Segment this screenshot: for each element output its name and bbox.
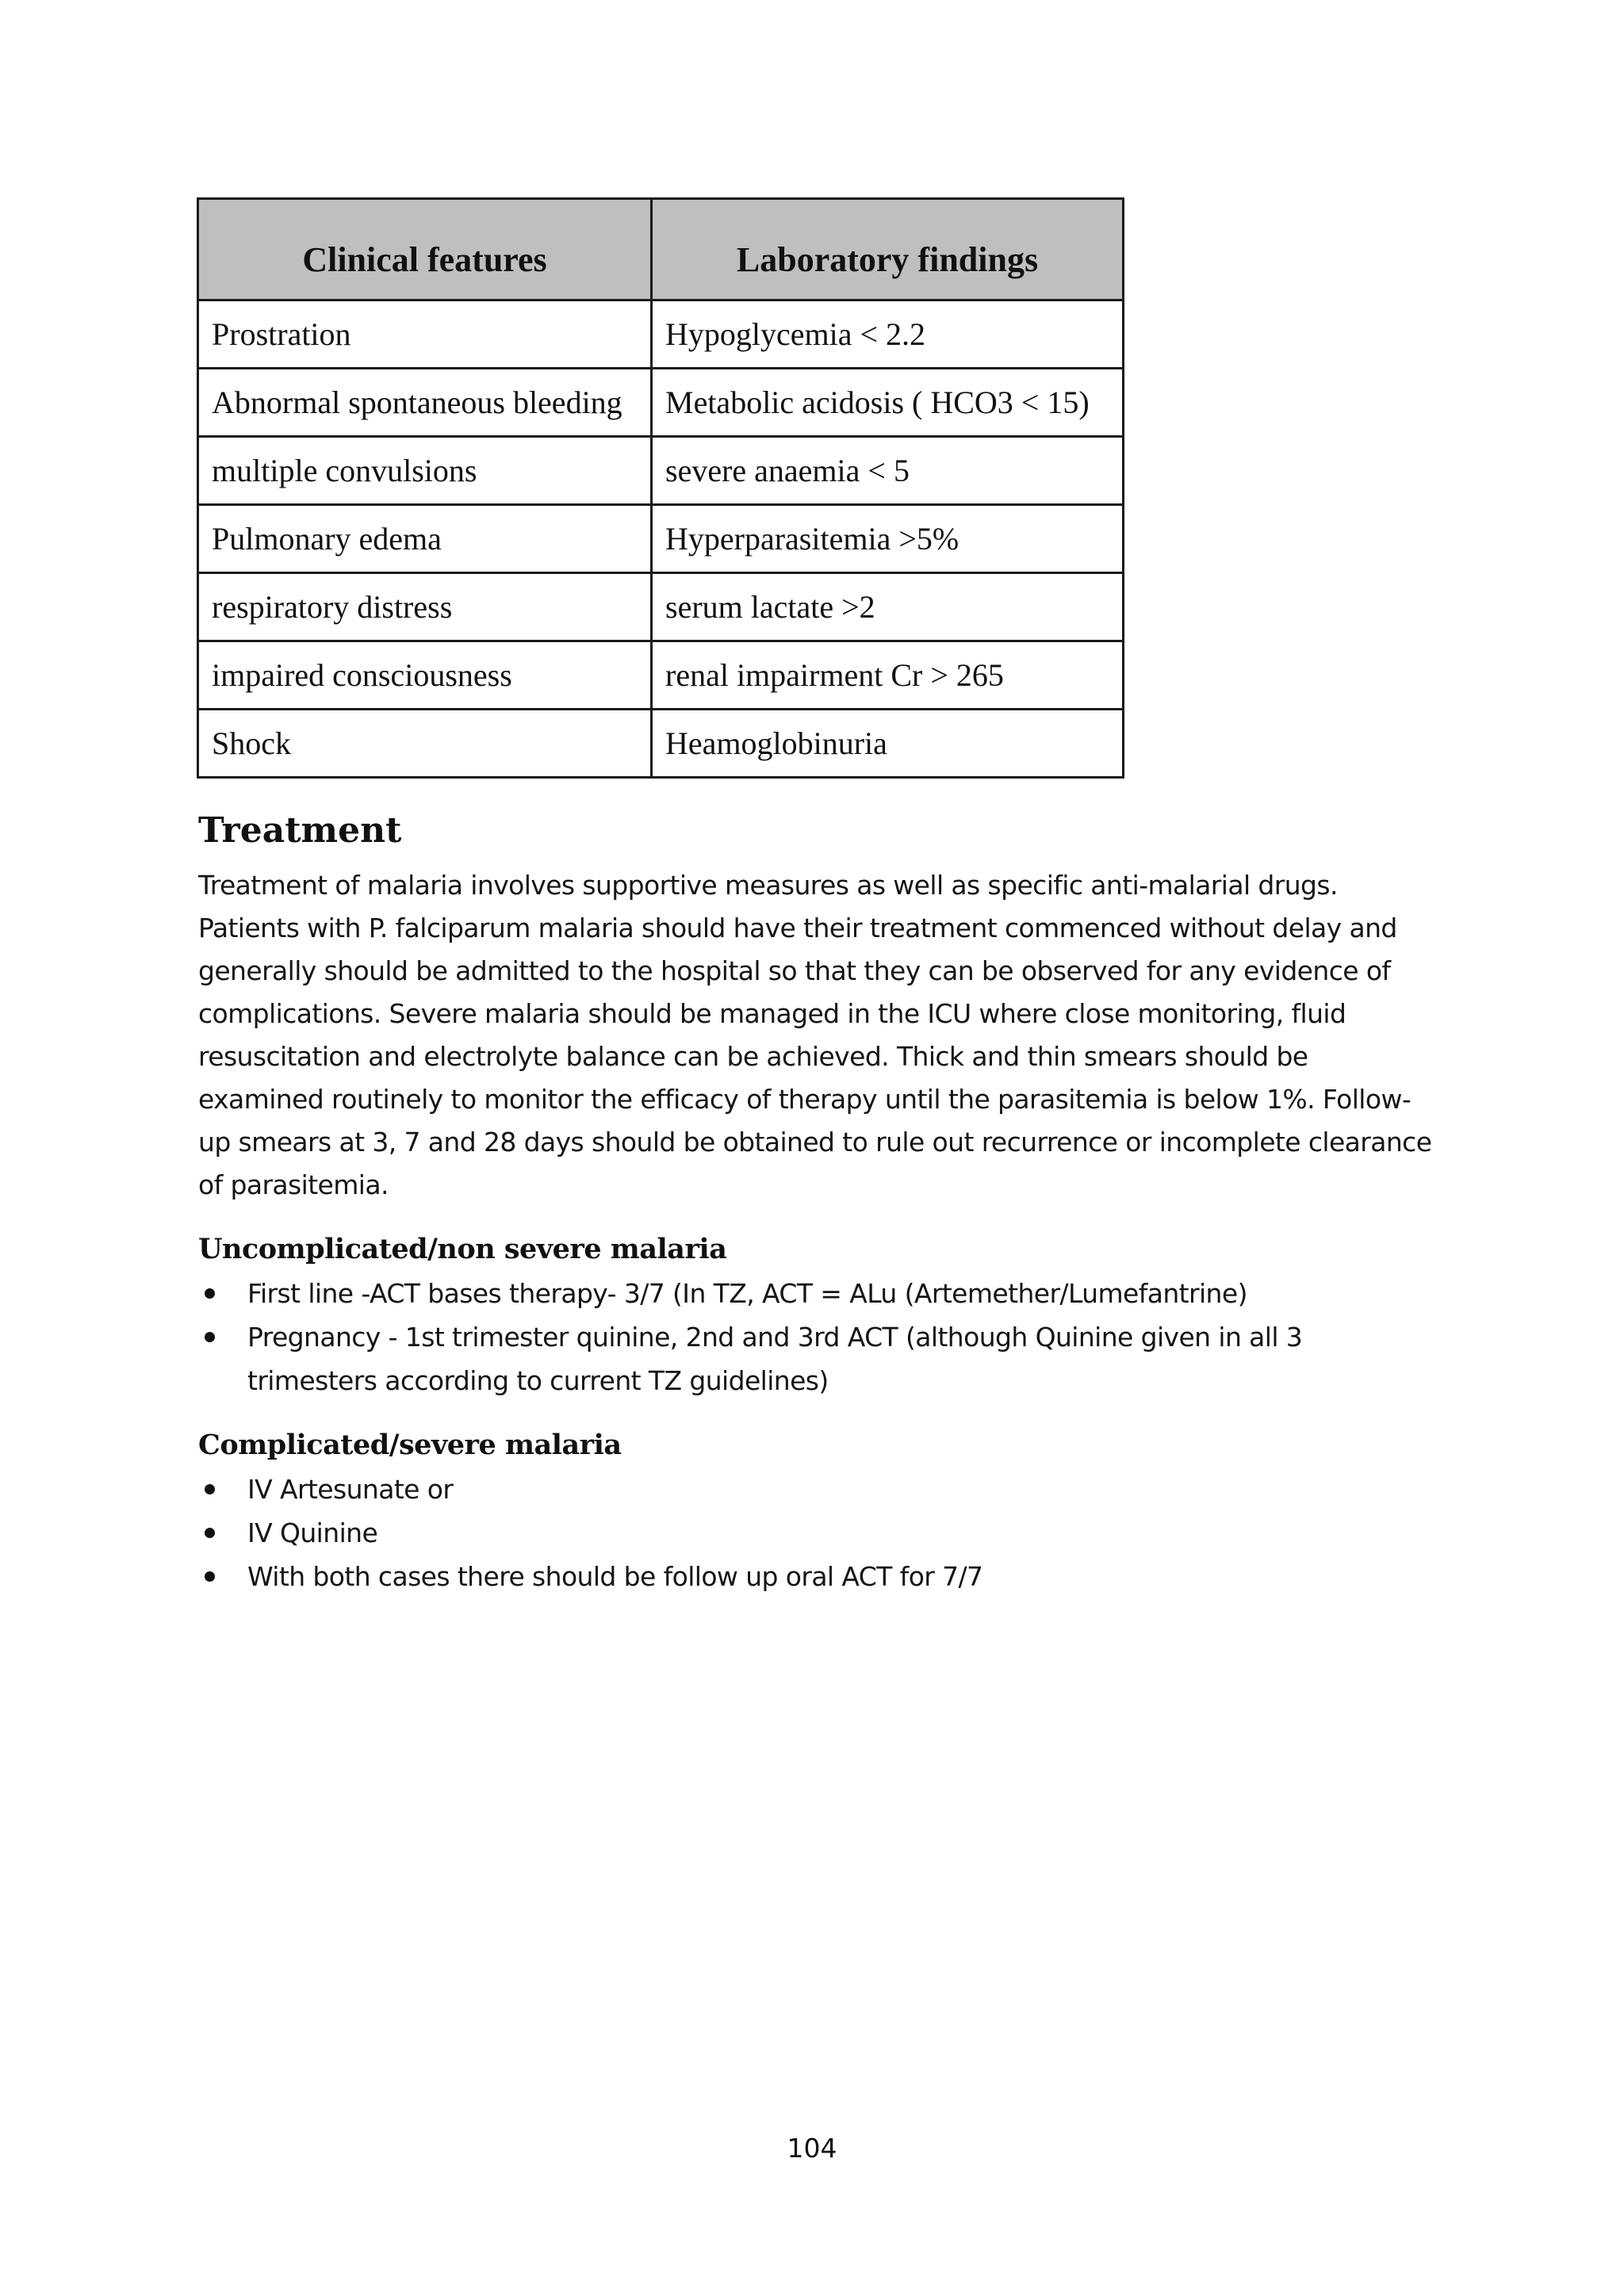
- severity-criteria-table: [197, 197, 1124, 779]
- bullet-icon: [205, 1332, 215, 1342]
- clinical-feature-cell: Abnormal spontaneous bleeding: [198, 369, 652, 437]
- list-item-text: IV Artesunate or: [247, 1474, 454, 1505]
- treatment-section: [198, 807, 1435, 1598]
- table-row: [198, 369, 1124, 437]
- complicated-malaria-list: [198, 1468, 1435, 1598]
- page-number: 104: [787, 2133, 837, 2164]
- list-item: [198, 1272, 1435, 1315]
- table-row: [198, 573, 1124, 641]
- table-row: [198, 710, 1124, 778]
- laboratory-finding-cell: Heamoglobinuria: [652, 710, 1124, 778]
- complicated-malaria-heading: Complicated/severe malaria: [198, 1429, 622, 1461]
- list-item: [198, 1315, 1435, 1402]
- uncomplicated-malaria-heading: Uncomplicated/non severe malaria: [198, 1233, 727, 1265]
- list-item: [198, 1555, 1435, 1598]
- uncomplicated-malaria-list: [198, 1272, 1435, 1402]
- bullet-icon: [205, 1528, 215, 1538]
- list-item-text: With both cases there should be follow up oral ACT for 7/7: [247, 1561, 983, 1592]
- list-item: [198, 1511, 1435, 1555]
- clinical-feature-cell: respiratory distress: [198, 573, 652, 641]
- bullet-icon: [205, 1571, 215, 1582]
- table-row: [198, 505, 1124, 573]
- laboratory-finding-cell: serum lactate >2: [652, 573, 1124, 641]
- table-row: [198, 300, 1124, 369]
- list-item-text: IV Quinine: [247, 1517, 378, 1548]
- clinical-feature-cell: Shock: [198, 710, 652, 778]
- clinical-feature-cell: Pulmonary edema: [198, 505, 652, 573]
- list-item: [198, 1468, 1435, 1511]
- table-row: [198, 437, 1124, 505]
- clinical-feature-cell: impaired consciousness: [198, 641, 652, 710]
- table-header-clinical-features: Clinical features: [198, 199, 652, 300]
- laboratory-finding-cell: severe anaemia < 5: [652, 437, 1124, 505]
- laboratory-finding-cell: Hypoglycemia < 2.2: [652, 300, 1124, 369]
- clinical-feature-cell: Prostration: [198, 300, 652, 369]
- laboratory-finding-cell: renal impairment Cr > 265: [652, 641, 1124, 710]
- table-row: [198, 641, 1124, 710]
- bullet-icon: [205, 1484, 215, 1494]
- list-item-text: First line -ACT bases therapy- 3/7 (In TZ, ACT = ALu (Artemether/Lumefantrine): [247, 1278, 1247, 1309]
- list-item-text: Pregnancy - 1st trimester quinine, 2nd and 3rd ACT (although Quinine given in all 3 trimesters according to current TZ guidelines): [247, 1322, 1303, 1396]
- bullet-icon: [205, 1288, 215, 1299]
- clinical-feature-cell: multiple convulsions: [198, 437, 652, 505]
- laboratory-finding-cell: Hyperparasitemia >5%: [652, 505, 1124, 573]
- laboratory-finding-cell: Metabolic acidosis ( HCO3 < 15): [652, 369, 1124, 437]
- table-header-laboratory-findings: Laboratory findings: [652, 199, 1124, 300]
- treatment-heading: Treatment: [198, 810, 402, 851]
- treatment-paragraph: Treatment of malaria involves supportive measures as well as specific anti-malarial drugs. Patients with P. falciparum malaria should have their treatment commenced without delay and generally should be admitted to the hospital so that they can be observed for any evidence of complications. Severe malaria should be managed in the ICU where close monitoring, fluid resuscitation and electrolyte balance can be achieved. Thick and thin smears should be examined routinely to monitor the efficacy of therapy until the parasitemia is below 1%. Follow-up smears at 3, 7 and 28 days should be obtained to rule out recurrence or incomplete clearance of parasitemia.: [198, 870, 1432, 1200]
- table-header-row: [198, 199, 1124, 300]
